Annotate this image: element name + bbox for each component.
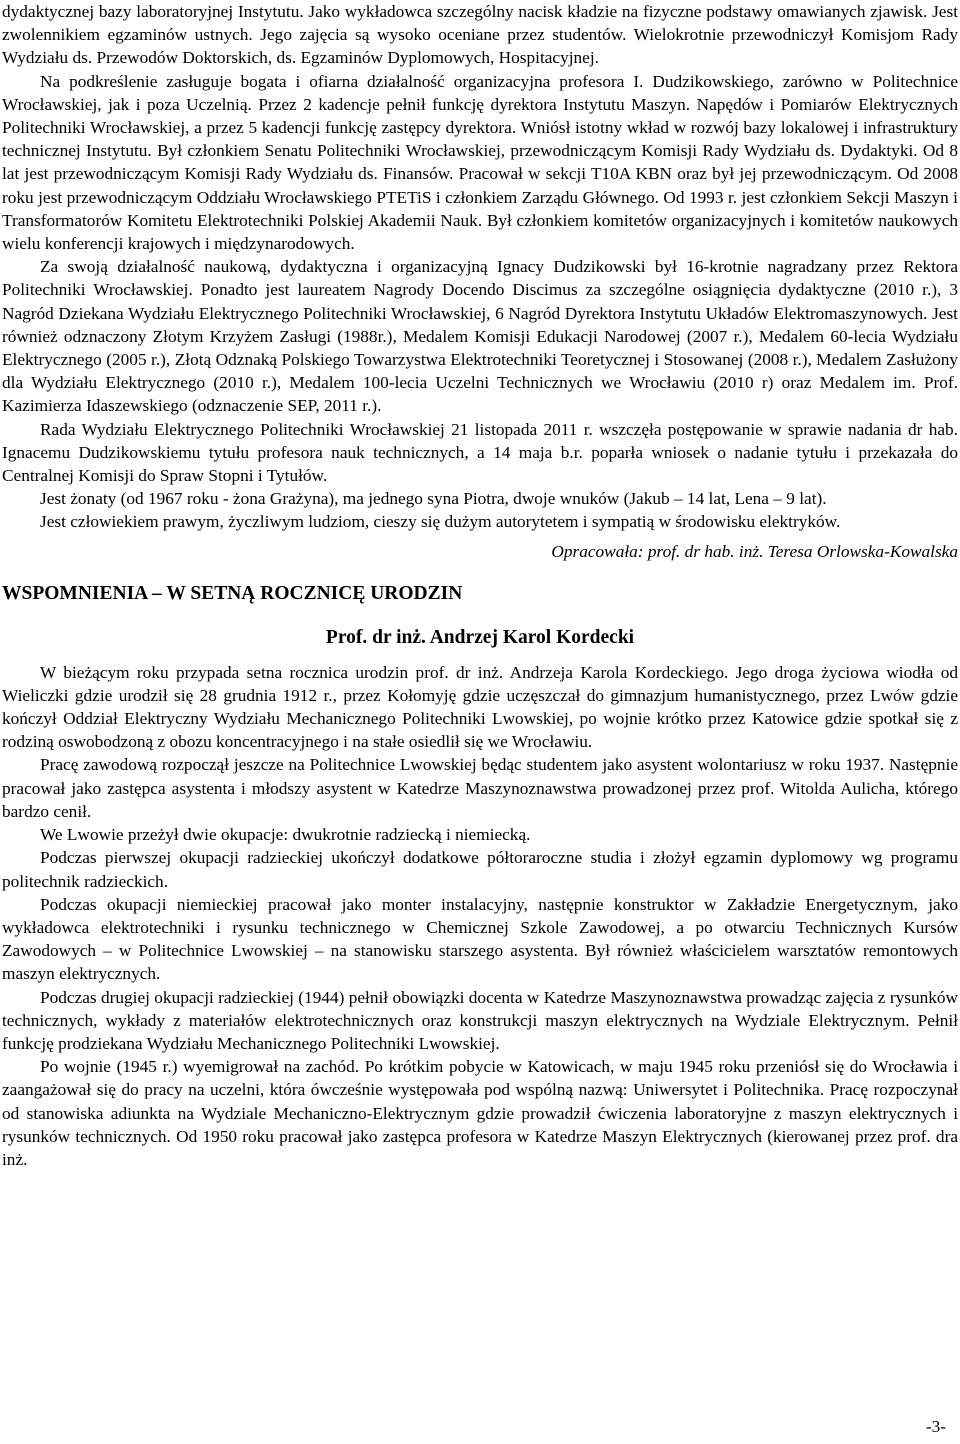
paragraph: Za swoją działalność naukową, dydaktyczna i organizacyjną Ignacy Dudzikowski był 16-krotnie nagradzany przez Rektora Politechniki Wrocławskiej. Ponadto jest laureatem Nagrody Docendo Discimus za szczególne osiągnięcia dydaktyczne (2010 r.), 3 Nagród Dziekana Wydziału Elektrycznego Politechniki Wrocławskiej, 6 Nagród Dyrektora Instytutu Układów Elektromaszynowych. Jest również odznaczony Złotym Krzyżem Zasługi (1988r.), Medalem Komisji Edukacji Narodowej (2007 r.), Medalem 60-lecia Wydziału Elektrycznego (2005 r.), Złotą Odznaką Polskiego Towarzystwa Elektrotechniki Teoretycznej i Stosowanej (2008 r.), Medalem Zasłużony dla Wydziału Elektrycznego (2010 r.), Medalem 100-lecia Uczelni Technicznych we Wrocławiu (2010 r) oraz Medalem im. Prof. Kazimierza Idaszewskiego (odznaczenie SEP, 2011 r.).	[2, 257, 958, 416]
document-page	[2, 0, 958, 1171]
paragraph: We Lwowie przeżył dwie okupacje: dwukrotnie radziecką i niemiecką.	[40, 825, 531, 845]
paragraph: Podczas okupacji niemieckiej pracował jako monter instalacyjny, następnie konstruktor w Zakładzie Energetycznym, jako wykładowca elektrotechniki i rysunku technicznego w Chemicznej Szkole Zawodowej, a po otwarciu Technicznych Kursów Zawodowych – w Politechnice Lwowskiej – na stanowisku starszego asystenta. Był również właścicielem warsztatów remontowych maszyn elektrycznych.	[2, 894, 958, 984]
paragraph: Jest człowiekiem prawym, życzliwym ludziom, cieszy się dużym autorytetem i sympatią w środowisku elektryków.	[40, 512, 841, 532]
paragraph: Rada Wydziału Elektrycznego Politechniki Wrocławskiej 21 listopada 2011 r. wszczęła postępowanie w sprawie nadania dr hab. Ignacemu Dudzikowskiemu tytułu profesora nauk technicznych, a 14 maja b.r. poparła wniosek o nadanie tytułu i przekazała do Centralnej Komisji do Spraw Stopni i Tytułów.	[2, 419, 958, 486]
paragraph: W bieżącym roku przypada setna rocznica urodzin prof. dr inż. Andrzeja Karola Kordeckiego. Jego droga życiowa wiodła od Wieliczki gdzie urodził się 28 grudnia 1912 r., przez Kołomyję gdzie uczęszczał do gimnazjum humanistycznego, przez Lwów gdzie kończył Oddział Elektryczny Wydziału Mechanicznego Politechniki Lwowskiej, po wojnie krótko przez Katowice gdzie spotkał się z rodziną oswobodzoną z obozu koncentracyjnego i na stałe osiedlił się we Wrocławiu.	[2, 662, 958, 752]
paragraph: Podczas drugiej okupacji radzieckiej (1944) pełnił obowiązki docenta w Katedrze Maszynoznawstwa prowadząc zajęcia z rysunków technicznych, wykłady z materiałów elektrotechnicznych oraz konstrukcji maszyn elektrycznych na Wydziale Elektrycznym. Pełnił funkcję prodziekana Wydziału Mechanicznego Politechniki Lwowskiej.	[2, 987, 958, 1053]
paragraph: Po wojnie (1945 r.) wyemigrował na zachód. Po krótkim pobycie w Katowicach, w maju 1945 roku przeniósł się do Wrocławia i zaangażował się do pracy na uczelni, która ówcześnie występowała pod wspólną nazwą: Uniwersytet i Politechnika. Pracę rozpoczynał od stanowiska adiunkta na Wydziale Mechaniczno-Elektrycznym gdzie prowadził ćwiczenia laboratoryjne z maszyn elektrycznych i rysunków technicznych. Od 1950 roku pracował jako zastępca profesora w Katedrze Maszyn Elektrycznych (kierowanej przez prof. dra inż.	[2, 1057, 958, 1169]
paragraph: Na podkreślenie zasługuje bogata i ofiarna działalność organizacyjna profesora I. Dudzikowskiego, zarówno w Politechnice Wrocławskiej, jak i poza Uczelnią. Przez 2 kadencje pełnił funkcję dyrektora Instytutu Maszyn. Napędów i Pomiarów Elektrycznych Politechniki Wrocławskiej, a przez 5 kadencji funkcję zastępcy dyrektora. Wniósł istotny wkład w rozwój bazy lokalowej i infrastruktury technicznej Instytutu. Był członkiem Senatu Politechniki Wrocławskiej, przewodniczącym Komisji Rady Wydziału ds. Dydaktyki. Od 8 lat jest przewodniczącym Komisji Rady Wydziału ds. Finansów. Pracował w sekcji T10A KBN oraz był jej przewodniczącym. Od 2008 roku jest przewodniczącym Oddziału Wrocławskiego PTETiS i członkiem Zarządu Głównego. Od 1993 r. jest członkiem Sekcji Maszyn i Transformatorów Komitetu Elektrotechniki Polskiej Akademii Nauk. Był członkiem komitetów organizacyjnych i komitetów naukowych wielu konferencji krajowych i międzynarodowych.	[2, 71, 958, 254]
paragraph: Podczas pierwszej okupacji radzieckiej ukończył dodatkowe półtoraroczne studia i złożył egzamin dyplomowy wg programu politechnik radzieckich.	[2, 848, 958, 891]
paragraph: Pracę zawodową rozpoczął jeszcze na Politechnice Lwowskiej będąc studentem jako asystent wolontariusz w roku 1937. Następnie pracował jako zastępca asystenta i młodszy asystent w Katedrze Maszynoznawstwa prowadzonej przez prof. Witolda Aulicha, którego bardzo cenił.	[2, 755, 958, 821]
section-title: WSPOMNIENIA – W SETNĄ ROCZNICĘ URODZIN	[2, 582, 463, 604]
paragraph: Jest żonaty (od 1967 roku - żona Grażyna), ma jednego syna Piotra, dwoje wnuków (Jakub – 14 lat, Lena – 9 lat).	[40, 489, 827, 509]
paragraph: dydaktycznej bazy laboratoryjnej Instytutu. Jako wykładowca szczególny nacisk kładzie na fizyczne podstawy omawianych zjawisk. Jest zwolennikiem egzaminów ustnych. Jego zajęcia są wysoko oceniane przez studentów. Wielokrotnie przewodniczył Komisjom Rady Wydziału ds. Przewodów Doktorskich, ds. Egzaminów Dyplomowych, Hospitacyjnej.	[2, 2, 958, 68]
page-number: -3-	[925, 1417, 946, 1436]
article-author: Prof. dr inż. Andrzej Karol Kordecki	[325, 626, 635, 648]
article-signature: Opracowała: prof. dr hab. inż. Teresa Orlowska-Kowalska	[551, 541, 958, 561]
